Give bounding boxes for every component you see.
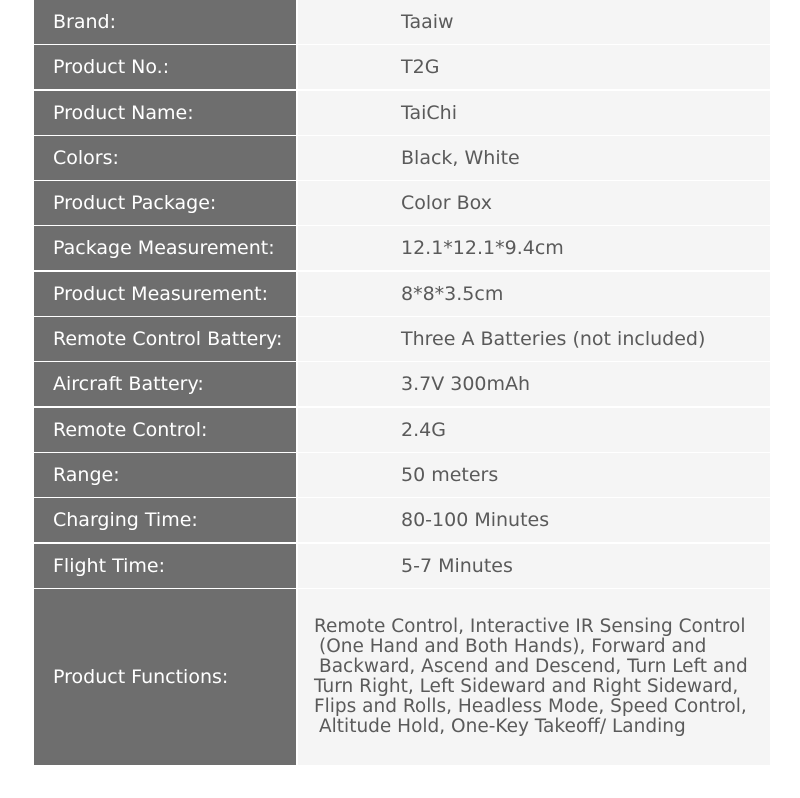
spec-value: 2.4G	[298, 408, 770, 452]
spec-value: Three A Batteries (not included)	[298, 317, 770, 361]
spec-row-brand	[34, 0, 770, 44]
spec-row-aircraft-battery	[34, 362, 770, 406]
spec-label: Remote Control:	[34, 408, 298, 452]
functions-line: (One Hand and Both Hands), Forward and	[319, 635, 707, 657]
functions-line: Remote Control, Interactive IR Sensing Control	[314, 615, 746, 637]
spec-row-product-functions	[34, 589, 770, 765]
spec-value: 3.7V 300mAh	[298, 362, 770, 406]
spec-label: Product Measurement:	[34, 272, 298, 316]
spec-value	[298, 589, 770, 765]
spec-label: Flight Time:	[34, 544, 298, 588]
spec-row-product-measurement	[34, 272, 770, 316]
spec-table	[34, 0, 770, 766]
spec-label: Charging Time:	[34, 498, 298, 542]
spec-row-range	[34, 453, 770, 497]
spec-value: 12.1*12.1*9.4cm	[298, 226, 770, 270]
spec-label: Product No.:	[34, 45, 298, 89]
spec-row-product-name	[34, 91, 770, 135]
spec-label: Product Package:	[34, 181, 298, 225]
spec-row-remote-control	[34, 408, 770, 452]
spec-value: Color Box	[298, 181, 770, 225]
spec-row-remote-control-battery	[34, 317, 770, 361]
spec-label: Range:	[34, 453, 298, 497]
spec-row-charging-time	[34, 498, 770, 542]
functions-text	[314, 617, 748, 737]
spec-row-colors	[34, 136, 770, 180]
spec-label: Product Name:	[34, 91, 298, 135]
spec-label: Package Measurement:	[34, 226, 298, 270]
spec-row-product-no	[34, 45, 770, 89]
spec-value: T2G	[298, 45, 770, 89]
spec-label: Remote Control Battery:	[34, 317, 298, 361]
spec-value: 8*8*3.5cm	[298, 272, 770, 316]
spec-value: 5-7 Minutes	[298, 544, 770, 588]
spec-row-flight-time	[34, 544, 770, 588]
spec-value: 80-100 Minutes	[298, 498, 770, 542]
spec-label: Product Functions:	[34, 589, 298, 765]
functions-line: Altitude Hold, One-Key Takeoff/ Landing	[319, 715, 686, 737]
spec-value: TaiChi	[298, 91, 770, 135]
functions-line: Flips and Rolls, Headless Mode, Speed Control,	[314, 695, 747, 717]
spec-label: Brand:	[34, 0, 298, 44]
spec-value: Black, White	[298, 136, 770, 180]
spec-row-product-package	[34, 181, 770, 225]
spec-row-package-measurement	[34, 226, 770, 270]
spec-value: 50 meters	[298, 453, 770, 497]
spec-label: Aircraft Battery:	[34, 362, 298, 406]
functions-line: Turn Right, Left Sideward and Right Sideward,	[314, 675, 739, 697]
spec-value: Taaiw	[298, 0, 770, 44]
spec-label: Colors:	[34, 136, 298, 180]
functions-line: Backward, Ascend and Descend, Turn Left and	[319, 655, 748, 677]
